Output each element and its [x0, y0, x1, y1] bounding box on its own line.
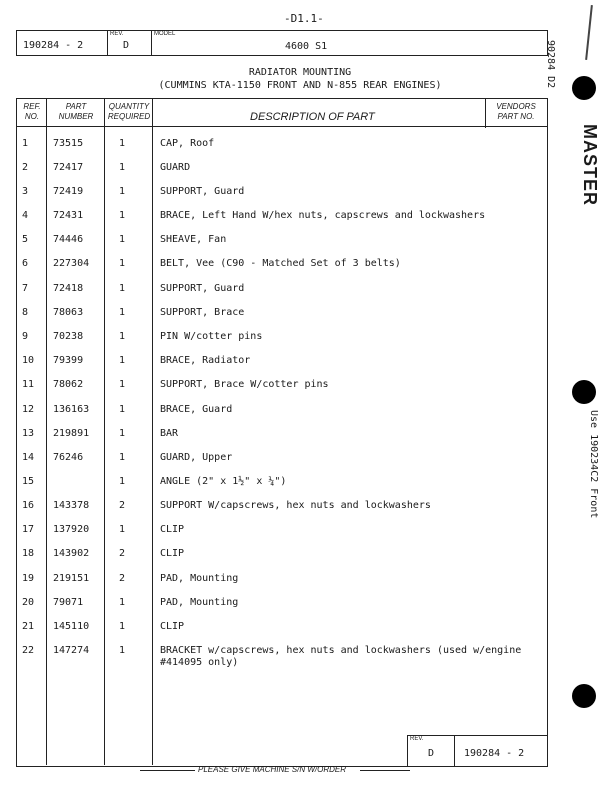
row-quantity: 1: [119, 138, 126, 149]
row-description-cont: #414095 only): [160, 657, 239, 668]
row-ref: 3: [22, 186, 29, 197]
row-part-number: 137920: [53, 524, 90, 535]
row-ref: 21: [22, 621, 35, 632]
row-description: BRACE, Radiator: [160, 355, 251, 366]
row-description: BRACKET w/capscrews, hex nuts and lockwashers (used w/engine: [160, 645, 522, 656]
row-description: GUARD, Upper: [160, 452, 233, 463]
row-quantity: 1: [119, 210, 126, 221]
row-part-number: 145110: [53, 621, 90, 632]
row-description: PAD, Mounting: [160, 573, 239, 584]
row-description: PAD, Mounting: [160, 597, 239, 608]
row-description: GUARD: [160, 162, 191, 173]
row-part-number: 72417: [53, 162, 84, 173]
row-part-number: 219891: [53, 428, 90, 439]
row-part-number: 78062: [53, 379, 84, 390]
row-ref: 12: [22, 404, 35, 415]
row-ref: 14: [22, 452, 35, 463]
row-quantity: 1: [119, 621, 126, 632]
row-ref: 15: [22, 476, 35, 487]
row-ref: 19: [22, 573, 35, 584]
row-quantity: 1: [119, 307, 126, 318]
row-part-number: 76246: [53, 452, 84, 463]
row-description: SUPPORT, Brace: [160, 307, 245, 318]
footer-rev-label: REV.: [410, 736, 424, 742]
row-quantity: 1: [119, 331, 126, 342]
row-ref: 9: [22, 331, 29, 342]
row-ref: 17: [22, 524, 35, 535]
row-part-number: 72431: [53, 210, 84, 221]
row-part-number: 147274: [53, 645, 90, 656]
rev-label: REV.: [110, 31, 124, 37]
title-line-1: RADIATOR MOUNTING: [248, 67, 352, 78]
col-part-number: PART NUMBER: [58, 102, 94, 121]
title-line-2: (CUMMINS KTA-1150 FRONT AND N-855 REAR ENGINES): [158, 80, 442, 91]
doc-number: 190284 - 2: [23, 40, 84, 51]
row-quantity: 1: [119, 186, 126, 197]
row-part-number: 136163: [53, 404, 90, 415]
row-description: CAP, Roof: [160, 138, 215, 149]
row-quantity: 1: [119, 428, 126, 439]
margin-code: 90284 D2: [545, 40, 556, 89]
row-quantity: 1: [119, 283, 126, 294]
row-quantity: 1: [119, 404, 126, 415]
row-quantity: 1: [119, 258, 126, 269]
row-quantity: 2: [119, 573, 126, 584]
row-description: BRACE, Left Hand W/hex nuts, capscrews and lockwashers: [160, 210, 486, 221]
row-quantity: 1: [119, 597, 126, 608]
row-ref: 7: [22, 283, 29, 294]
row-part-number: 79071: [53, 597, 84, 608]
row-ref: 5: [22, 234, 29, 245]
row-part-number: 70238: [53, 331, 84, 342]
row-part-number: 73515: [53, 138, 84, 149]
header-box: [16, 30, 548, 56]
row-description: CLIP: [160, 548, 185, 559]
parts-table: [16, 98, 548, 767]
row-quantity: 1: [119, 476, 126, 487]
row-ref: 18: [22, 548, 35, 559]
row-description: SHEAVE, Fan: [160, 234, 227, 245]
col-description: DESCRIPTION OF PART: [250, 111, 375, 123]
row-quantity: 1: [119, 645, 126, 656]
punch-hole-bottom: [572, 684, 596, 708]
col-ref: REF. NO.: [23, 102, 41, 121]
row-quantity: 1: [119, 379, 126, 390]
row-description: SUPPORT, Guard: [160, 186, 245, 197]
footer-note: PLEASE GIVE MACHINE S/N W/ORDER: [198, 765, 347, 774]
row-part-number: 74446: [53, 234, 84, 245]
row-description: CLIP: [160, 524, 185, 535]
row-description: SUPPORT, Guard: [160, 283, 245, 294]
row-quantity: 1: [119, 452, 126, 463]
row-ref: 1: [22, 138, 29, 149]
row-ref: 6: [22, 258, 29, 269]
punch-hole-top: [572, 76, 596, 100]
page-number: -D1.1-: [284, 12, 324, 25]
model-value: 4600 S1: [285, 41, 328, 52]
footer-box: [407, 735, 548, 767]
footer-rev: D: [428, 748, 435, 759]
row-ref: 22: [22, 645, 35, 656]
use-note: Use 190234C2 Front: [588, 410, 599, 519]
row-part-number: 78063: [53, 307, 84, 318]
row-quantity: 1: [119, 162, 126, 173]
row-quantity: 2: [119, 500, 126, 511]
row-quantity: 1: [119, 234, 126, 245]
row-ref: 20: [22, 597, 35, 608]
row-quantity: 1: [119, 355, 126, 366]
row-description: BAR: [160, 428, 179, 439]
row-description: SUPPORT, Brace W/cotter pins: [160, 379, 329, 390]
col-quantity: QUANTITY REQUIRED: [107, 102, 151, 121]
model-label: MODEL: [154, 31, 176, 37]
row-description: SUPPORT W/capscrews, hex nuts and lockwashers: [160, 500, 431, 511]
row-ref: 16: [22, 500, 35, 511]
row-part-number: 143378: [53, 500, 90, 511]
row-part-number: 79399: [53, 355, 84, 366]
row-part-number: 143902: [53, 548, 90, 559]
row-ref: 2: [22, 162, 29, 173]
punch-hole-middle: [572, 380, 596, 404]
row-description: BELT, Vee (C90 - Matched Set of 3 belts): [160, 258, 401, 269]
row-quantity: 1: [119, 524, 126, 535]
rev-value: D: [123, 40, 130, 51]
master-stamp: MASTER: [580, 124, 600, 206]
row-ref: 8: [22, 307, 29, 318]
footer-doc-number: 190284 - 2: [464, 748, 525, 759]
row-description: CLIP: [160, 621, 185, 632]
row-description: PIN W/cotter pins: [160, 331, 263, 342]
row-part-number: 227304: [53, 258, 90, 269]
col-vendors-part: VENDORS PART NO.: [496, 102, 536, 121]
row-ref: 10: [22, 355, 35, 366]
section-title: [120, 66, 480, 92]
row-part-number: 72419: [53, 186, 84, 197]
row-ref: 11: [22, 379, 35, 390]
row-ref: 13: [22, 428, 35, 439]
row-part-number: 72418: [53, 283, 84, 294]
row-quantity: 2: [119, 548, 126, 559]
row-description: BRACE, Guard: [160, 404, 233, 415]
row-description: ANGLE (2" x 1½" x ¼"): [160, 476, 287, 487]
row-part-number: 219151: [53, 573, 90, 584]
row-ref: 4: [22, 210, 29, 221]
